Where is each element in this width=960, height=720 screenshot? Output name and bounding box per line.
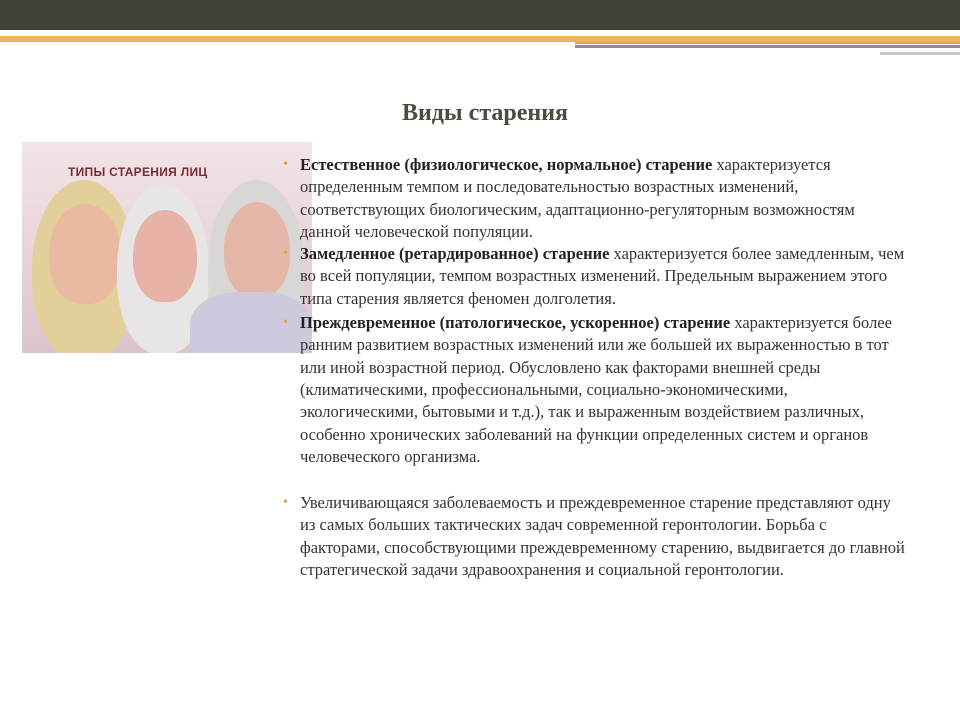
- header-accent-line: [575, 42, 960, 44]
- desc-conclusion: Увеличивающаяся заболеваемость и преждевременное старение представляют одну из самых больших тактических задач современной геронтологии. Борьба с факторами, способствующими преждевременному старению, выдвигается до главной стратегической задачи здравоохранения и социальной геронтологии.: [300, 493, 905, 580]
- desc-natural: характеризуется определенным темпом и последовательностью возрастных изменений, соответствующих биологическим, адаптационно-регуляторным возможностям данной человеческой популяции.: [300, 155, 855, 241]
- desc-delayed: характеризуется более замедленным, чем во всей популяции, темпом возрастных изменений. Предельным выражением этого типа старения является феномен долголетия.: [300, 244, 905, 308]
- term-delayed: Замедленное (ретардированное) старение: [300, 244, 610, 264]
- face-left-skin: [49, 204, 121, 304]
- desc-premature: характеризуется более ранним развитием возрастных изменений или же большей их выраженностью в тот или иной возрастной период. Обусловлено как факторами внешней среды (климатическими, профессиональными, социально-экономическими, экологическими, бытовыми и т.д.), так и выраженным воздействием различных, особенно хронических заболеваний на функции определенных систем и органов человеческого организма.: [300, 313, 892, 466]
- bullet-icon: •: [283, 246, 288, 262]
- slide-title: Виды старения: [401, 100, 569, 126]
- bullet-icon: •: [283, 157, 288, 172]
- face-center-skin: [133, 210, 197, 302]
- paragraph-natural-aging: [283, 154, 908, 243]
- term-premature: Преждевременное (патологическое, ускоренное) старение: [300, 313, 731, 333]
- face-right-skin: [224, 202, 290, 298]
- term-natural: Естественное (физиологическое, нормальное) старение: [300, 155, 713, 174]
- slide-body: [283, 154, 908, 581]
- header-gray-line: [575, 45, 960, 48]
- paragraph-conclusion: [283, 492, 908, 581]
- header-light-line: [880, 52, 960, 55]
- bullet-icon: •: [283, 495, 288, 511]
- paragraph-delayed-aging: [283, 243, 908, 310]
- header-bar: [0, 0, 960, 30]
- aging-faces-image: [22, 142, 312, 353]
- image-caption: ТИПЫ СТАРЕНИЯ ЛИЦ: [68, 165, 208, 179]
- bullet-icon: •: [283, 315, 288, 331]
- paragraph-premature-aging: [283, 312, 908, 468]
